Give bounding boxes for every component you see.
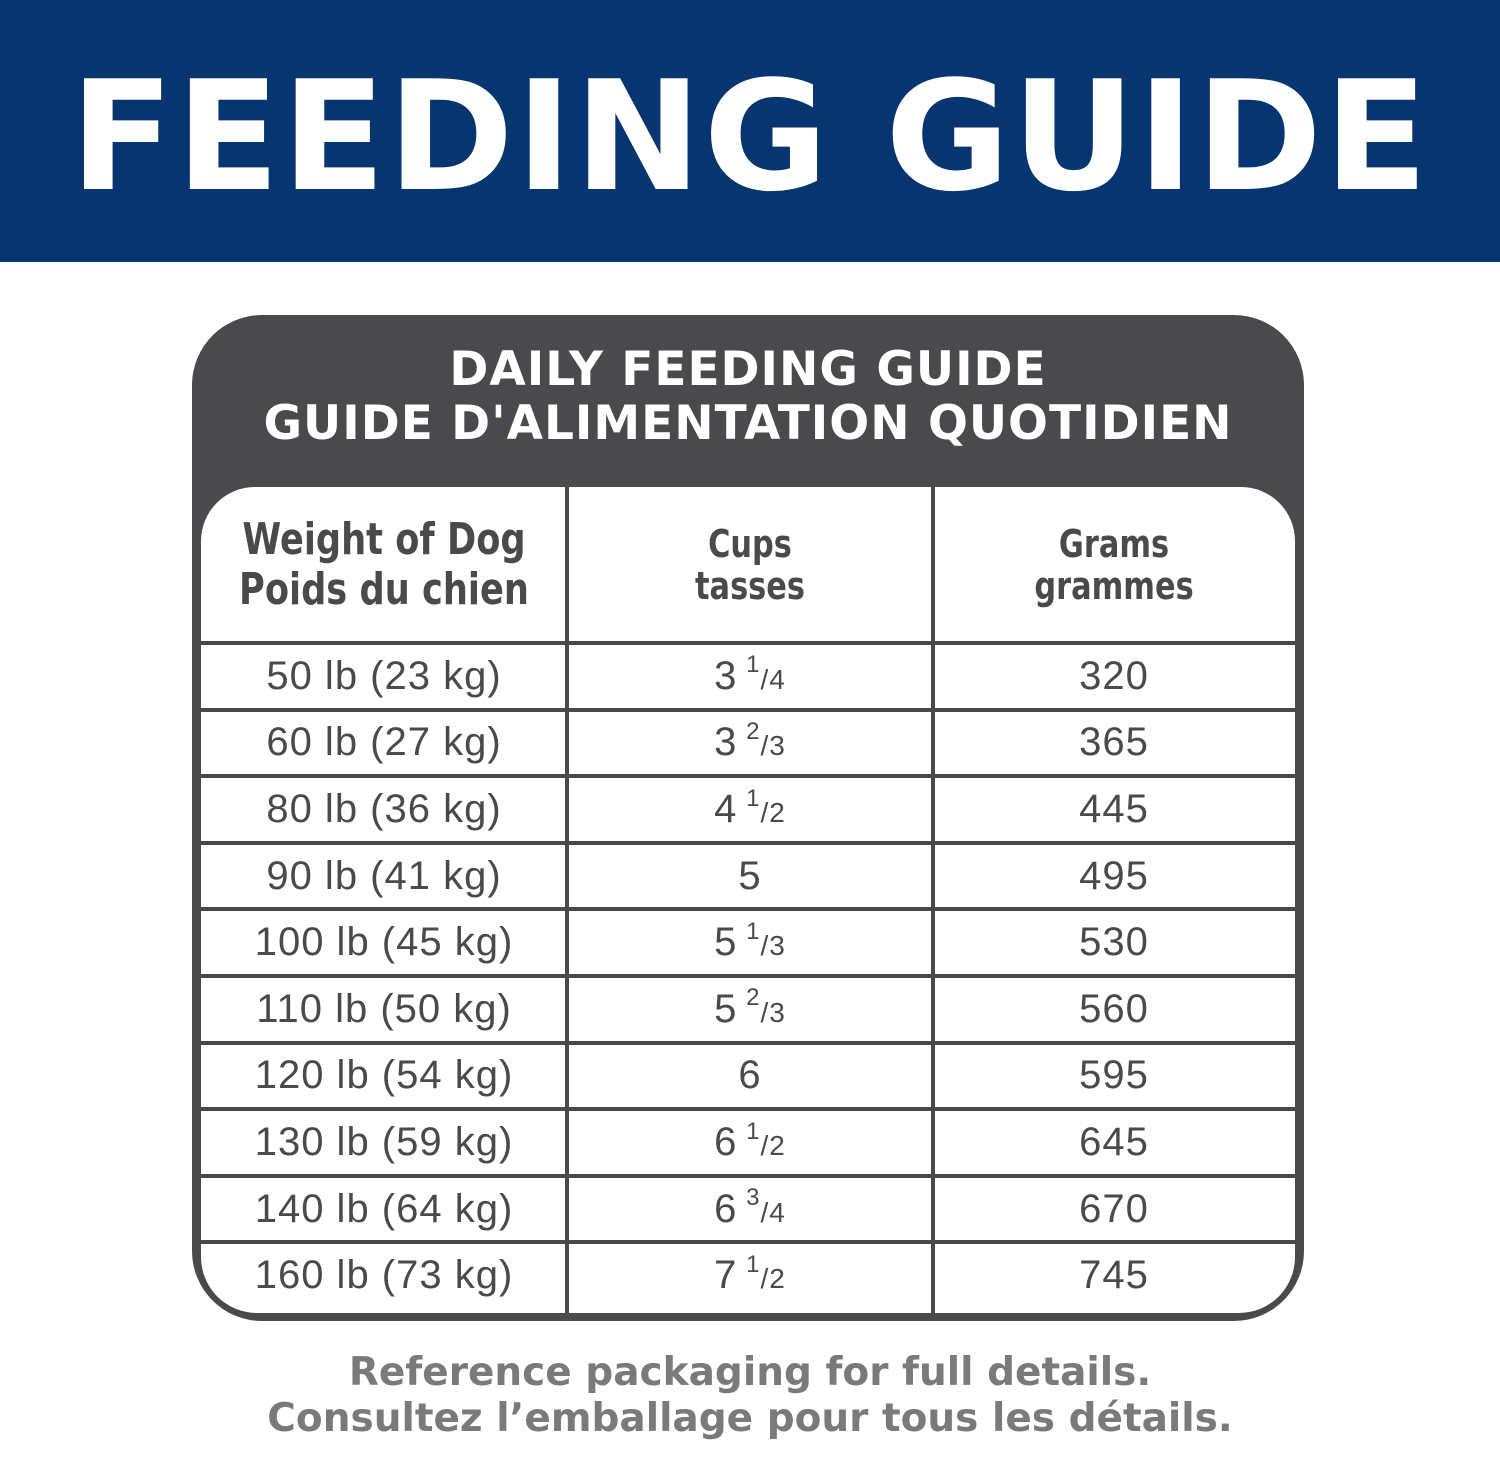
cell-grams: 445 [1079,786,1149,831]
cell-grams: 595 [1079,1053,1149,1098]
header-weight [238,487,531,643]
cups-fraction: $^1$/4 [746,651,786,695]
footer-line-en: Reference packaging for full details. [348,1350,1152,1395]
cups-numerator: 1 [746,651,761,679]
cups-fraction: $^3$/4 [746,1184,786,1228]
cell-grams: 530 [1079,920,1149,965]
cell-weight: 140 lb (64 kg) [254,1186,514,1231]
row-divider [201,774,1295,778]
column-divider [931,487,935,1313]
cups-whole: 4 [714,786,738,831]
cups-fraction: $^1$/2 [746,784,786,828]
cups-value [738,1053,761,1098]
cups-value [714,1250,786,1298]
cell-weight: 120 lb (54 kg) [254,1053,514,1098]
feeding-guide-card [192,315,1304,1321]
cell-cups [567,1109,933,1176]
cell-cups [567,976,933,1043]
cups-value [714,984,786,1032]
footer-note [0,1350,1500,1442]
row-divider [201,641,1295,645]
cups-numerator: 1 [746,1117,761,1145]
cups-numerator: 2 [746,984,761,1012]
cups-value [714,784,786,832]
header-cups [604,487,897,643]
column-divider [565,487,569,1313]
cups-fraction: $^1$/2 [746,1250,786,1295]
card-title-en: DAILY FEEDING GUIDE [449,342,1047,397]
header-cups-fr: tasses [695,564,805,608]
cups-value [714,917,786,965]
cell-grams: 745 [1079,1253,1149,1298]
banner-title: FEEDING GUIDE [70,48,1430,225]
cell-cups [567,1242,933,1309]
cups-value [714,1117,786,1165]
cups-denominator: 2 [769,796,786,828]
cups-whole: 5 [714,986,738,1031]
cups-denominator: 2 [769,1129,786,1161]
cups-denominator: 3 [769,930,786,962]
cell-cups [567,710,933,777]
cups-whole: 5 [714,920,738,965]
cell-cups [567,909,933,976]
cell-grams: 645 [1079,1119,1149,1164]
table-row [201,776,1295,843]
cups-whole: 6 [714,1119,738,1164]
header-banner [0,0,1500,262]
cups-denominator: 3 [769,996,786,1028]
cell-cups [567,843,933,910]
table-row [201,1242,1295,1309]
cups-value [714,651,786,699]
table-header-row [201,487,1295,643]
cell-grams: 560 [1079,986,1149,1031]
cell-weight: 60 lb (27 kg) [266,720,502,765]
row-divider [201,974,1295,978]
cell-grams: 365 [1079,720,1149,765]
header-weight-en: Weight of Dog [242,514,526,565]
table-row [201,909,1295,976]
cups-value [738,854,761,899]
card-title-fr: GUIDE D'ALIMENTATION QUOTIDIEN [263,396,1233,451]
cell-weight: 90 lb (41 kg) [266,853,502,898]
row-divider [201,1041,1295,1045]
cups-fraction: $^1$/3 [746,917,786,962]
cups-value [714,720,786,765]
cups-whole: 7 [714,1253,738,1298]
row-divider [201,907,1295,911]
header-grams-en: Grams [1058,522,1170,566]
cups-whole: 3 [714,720,738,765]
cell-cups [567,1176,933,1243]
cell-weight: 100 lb (45 kg) [254,920,514,965]
row-divider [201,1107,1295,1111]
cell-weight: 50 lb (23 kg) [266,653,502,698]
table-row [201,643,1295,710]
header-grams [969,487,1259,643]
cups-whole: 6 [738,1053,762,1098]
cups-whole: 3 [714,653,738,698]
table-row [201,843,1295,910]
cell-grams: 670 [1079,1186,1149,1231]
cups-fraction: $^2$/3 [746,718,786,762]
cups-whole: 6 [714,1186,738,1231]
cups-value [714,1184,786,1232]
row-divider [201,1174,1295,1178]
table-row [201,1043,1295,1110]
cell-weight: 80 lb (36 kg) [266,786,502,831]
cups-fraction: $^1$/2 [746,1117,786,1161]
row-divider [201,1240,1295,1244]
cups-denominator: 4 [769,1196,786,1228]
table-row [201,976,1295,1043]
header-weight-fr: Poids du chien [239,564,529,615]
card-title [192,343,1304,451]
cell-weight: 110 lb (50 kg) [256,986,512,1031]
table-row [201,1176,1295,1243]
header-cups-en: Cups [708,522,792,566]
cups-fraction: $^2$/3 [746,984,786,1028]
table-row [201,710,1295,777]
row-divider [201,708,1295,712]
cell-grams: 320 [1079,653,1149,698]
cups-denominator: 3 [769,730,786,762]
cups-whole: 5 [738,853,762,898]
header-grams-fr: grammes [1034,564,1194,608]
cups-numerator: 1 [746,1250,761,1278]
cell-cups [567,776,933,843]
cell-cups [567,643,933,710]
row-divider [201,841,1295,845]
table-row [201,1109,1295,1176]
cups-numerator: 1 [746,917,761,945]
cups-numerator: 3 [746,1184,761,1212]
cups-numerator: 1 [746,784,761,812]
cell-grams: 495 [1079,853,1149,898]
cell-weight: 130 lb (59 kg) [254,1119,514,1164]
cups-denominator: 2 [769,1263,786,1295]
cell-cups [567,1043,933,1110]
cups-numerator: 2 [746,718,761,746]
cell-weight: 160 lb (73 kg) [254,1253,514,1298]
feeding-table [201,487,1295,1313]
footer-line-fr: Consultez l’emballage pour tous les détails. [267,1396,1233,1441]
cups-denominator: 4 [769,663,786,695]
